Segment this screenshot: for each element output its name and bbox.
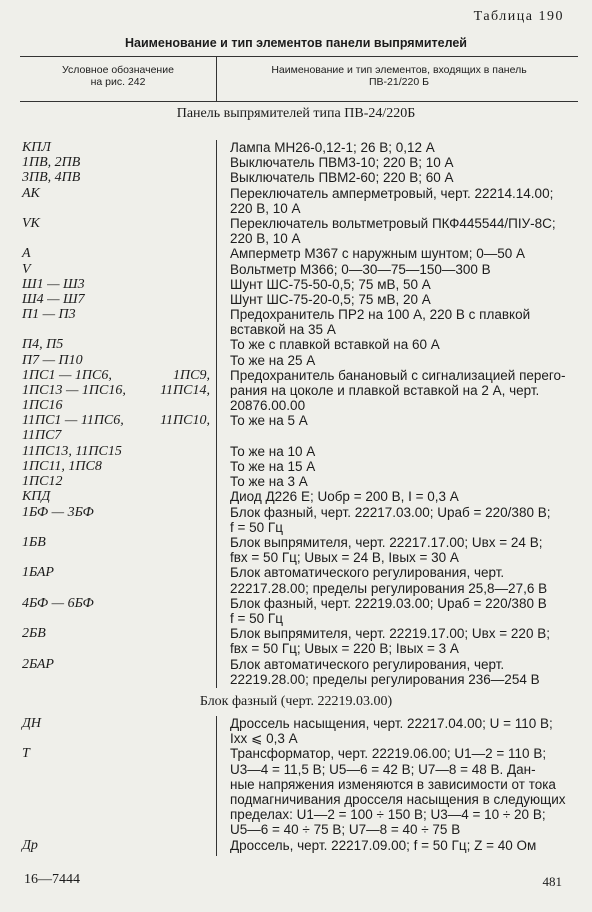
element-description bbox=[230, 262, 564, 277]
description-line: Дроссель, черт. 22217.09.00; f = 50 Гц; Z = 40 Ом bbox=[230, 837, 537, 853]
description-line: Выключатель ПВМ3-10; 220 В; 10 А bbox=[230, 155, 454, 171]
element-description bbox=[230, 838, 564, 853]
column-header-name-line: ПВ-21/220 Б bbox=[369, 76, 429, 88]
designation-line: 4БФ — 6БФ bbox=[22, 595, 94, 611]
print-signature: 16—7444 bbox=[24, 872, 80, 887]
description-line: 20876.00.00 bbox=[230, 398, 306, 414]
designation-line: АК bbox=[22, 185, 40, 201]
element-description bbox=[230, 505, 564, 535]
table-row bbox=[0, 140, 592, 155]
element-description bbox=[230, 444, 564, 459]
table-header-rule bbox=[20, 101, 578, 102]
column-divider-head bbox=[216, 56, 217, 101]
description-line: Вольтметр М366; 0—30—75—150—300 В bbox=[230, 261, 491, 277]
description-line: Выключатель ПВМ2-60; 220 В; 60 А bbox=[230, 170, 454, 186]
description-line: 22219.28.00; пределы регулирования 236—254 В bbox=[230, 671, 540, 687]
column-header-name-line: Наименование и тип элементов, входящих в панель bbox=[271, 64, 527, 76]
table-row bbox=[0, 505, 592, 535]
description-line: пределах: U1—2 = 100 ÷ 150 В; U3—4 = 10 ÷ 20 В; bbox=[230, 807, 546, 823]
table-row bbox=[0, 186, 592, 216]
column-header-designation-line: Условное обозначение bbox=[62, 64, 174, 76]
designation-line: VK bbox=[22, 215, 40, 231]
description-line: Дроссель насыщения, черт. 22217.04.00; U = 110 В; bbox=[230, 716, 553, 731]
element-description bbox=[230, 368, 564, 414]
element-description bbox=[230, 489, 564, 504]
description-line: Предохранитель ПР2 на 100 А, 220 В с плавкой bbox=[230, 307, 531, 323]
element-description bbox=[230, 565, 564, 595]
table-row bbox=[0, 337, 592, 352]
element-designation bbox=[22, 216, 214, 231]
element-description bbox=[230, 626, 564, 656]
element-designation bbox=[22, 186, 214, 201]
element-list bbox=[0, 140, 592, 687]
table-row bbox=[0, 170, 592, 185]
description-line: f = 50 Гц bbox=[230, 519, 283, 535]
designation-line: 2БВ bbox=[22, 626, 46, 642]
element-description bbox=[230, 353, 564, 368]
description-line: Блок фазный, черт. 22217.03.00; Uраб = 220/380 В; bbox=[230, 504, 551, 520]
designation-line: 1ПС1 — 1ПС6, bbox=[22, 367, 112, 383]
element-description bbox=[230, 746, 564, 837]
element-designation bbox=[22, 413, 214, 443]
element-designation bbox=[22, 368, 214, 413]
designation-line: 11ПС10, bbox=[160, 413, 210, 429]
element-designation bbox=[22, 626, 214, 641]
designation-line: Др bbox=[22, 837, 38, 853]
table-row bbox=[0, 474, 592, 489]
description-line: Предохранитель банановый с сигнализацией перего- bbox=[230, 367, 566, 383]
designation-line: 1ПС11, 1ПС8 bbox=[22, 459, 102, 475]
designation-line: 11ПС14, bbox=[160, 382, 210, 398]
description-line: f = 50 Гц bbox=[230, 610, 283, 626]
description-line: Амперметр М367 с наружным шунтом; 0—50 А bbox=[230, 246, 525, 262]
designation-line: КПД bbox=[22, 489, 51, 505]
table-row bbox=[0, 353, 592, 368]
description-line: вставкой на 35 А bbox=[230, 322, 336, 338]
section-title: Панель выпрямителей типа ПВ-24/220Б bbox=[176, 106, 416, 121]
description-line: ные напряжения изменяются в зависимости от тока bbox=[230, 776, 556, 792]
description-line: U3—4 = 11,5 В; U5—6 = 42 В; U7—8 = 48 В. Дан- bbox=[230, 761, 536, 777]
table-top-rule bbox=[20, 56, 578, 57]
table-row bbox=[0, 746, 592, 837]
designation-line: 1ПС13 — 1ПС16, bbox=[22, 382, 126, 398]
table-row bbox=[0, 307, 592, 337]
element-designation bbox=[22, 155, 214, 170]
table-row bbox=[0, 489, 592, 504]
description-line: Шунт ШС-75-50-0,5; 75 мВ, 50 А bbox=[230, 276, 431, 292]
element-designation bbox=[22, 140, 214, 155]
designation-line: П1 — П3 bbox=[22, 307, 76, 323]
designation-line: 1БФ — 3БФ bbox=[22, 504, 94, 520]
element-description bbox=[230, 657, 564, 687]
element-designation bbox=[22, 535, 214, 550]
designation-line: А bbox=[22, 246, 31, 262]
designation-line: Ш1 — Ш3 bbox=[22, 276, 85, 292]
section-title: Блок фазный (черт. 22219.03.00) bbox=[199, 694, 393, 709]
designation-line: 3ПВ, 4ПВ bbox=[22, 170, 81, 186]
table-row bbox=[0, 246, 592, 261]
designation-line: 1БАР bbox=[22, 565, 54, 581]
element-description bbox=[230, 459, 564, 474]
designation-line: 1ПВ, 2ПВ bbox=[22, 155, 81, 171]
description-line: 220 В, 10 А bbox=[230, 200, 301, 216]
description-line: Блок фазный, черт. 22219.03.00; Uраб = 220/380 В bbox=[230, 595, 547, 611]
table-title: Наименование и тип элементов панели выпрямителей bbox=[124, 36, 467, 50]
designation-line: П4, П5 bbox=[22, 337, 64, 353]
column-header-designation bbox=[20, 64, 216, 88]
element-description bbox=[230, 337, 564, 352]
element-designation bbox=[22, 444, 214, 459]
designation-line: 1ПС9, bbox=[173, 367, 210, 383]
designation-line: 1БВ bbox=[22, 534, 46, 550]
element-description bbox=[230, 140, 564, 155]
element-description bbox=[230, 170, 564, 185]
element-designation bbox=[22, 170, 214, 185]
element-designation bbox=[22, 657, 214, 672]
table-row bbox=[0, 459, 592, 474]
element-designation bbox=[22, 292, 214, 307]
description-line: Блок автоматического регулирования, черт. bbox=[230, 565, 505, 581]
designation-line: 1ПС12 bbox=[22, 474, 63, 490]
table-row bbox=[0, 596, 592, 626]
designation-line: 1ПС16 bbox=[22, 397, 63, 413]
description-line: То же на 3 А bbox=[230, 474, 308, 490]
page-number: 481 bbox=[542, 874, 562, 889]
table-row bbox=[0, 626, 592, 656]
designation-line: КПЛ bbox=[22, 140, 51, 155]
element-description bbox=[230, 716, 564, 746]
element-designation bbox=[22, 246, 214, 261]
designation-line: 11ПС7 bbox=[22, 428, 62, 444]
table-number: Таблица 190 bbox=[473, 9, 564, 24]
description-line: Блок автоматического регулирования, черт. bbox=[230, 656, 505, 672]
table-row bbox=[0, 277, 592, 292]
table-row bbox=[0, 292, 592, 307]
element-description bbox=[230, 474, 564, 489]
table-row bbox=[0, 413, 592, 443]
table-row bbox=[0, 444, 592, 459]
column-header-designation-line: на рис. 242 bbox=[90, 76, 146, 88]
description-line: рания на цоколе и плавкой вставкой на 2 А, черт. bbox=[230, 383, 540, 399]
element-description bbox=[230, 155, 564, 170]
element-designation bbox=[22, 459, 214, 474]
table-row bbox=[0, 716, 592, 746]
designation-line: Т bbox=[22, 746, 30, 762]
description-line: Переключатель вольтметровый ПКФ445544/ПIУ-8С; bbox=[230, 215, 556, 231]
table-row bbox=[0, 262, 592, 277]
description-line: Шунт ШС-75-20-0,5; 75 мВ, 20 А bbox=[230, 291, 431, 307]
description-line: fвх = 50 Гц; Uвых = 220 В; Iвых = 3 А bbox=[230, 641, 459, 657]
description-line: То же на 25 А bbox=[230, 352, 316, 368]
table-row bbox=[0, 657, 592, 687]
description-line: Лампа МН26-0,12-1; 26 В; 0,12 А bbox=[230, 140, 435, 155]
description-line: U5—6 = 40 ÷ 75 В; U7—8 = 40 ÷ 75 В bbox=[230, 822, 461, 838]
element-description bbox=[230, 186, 564, 216]
table-row bbox=[0, 216, 592, 246]
description-line: Iхх ⩽ 0,3 А bbox=[230, 731, 298, 747]
designation-line: Ш4 — Ш7 bbox=[22, 291, 85, 307]
description-line: 22217.28.00; пределы регулирования 25,8—27,6 В bbox=[230, 580, 548, 596]
designation-line: 2БАР bbox=[22, 656, 54, 672]
element-designation bbox=[22, 596, 214, 611]
element-description bbox=[230, 596, 564, 626]
designation-line: V bbox=[22, 261, 31, 277]
element-designation bbox=[22, 489, 214, 504]
element-designation bbox=[22, 307, 214, 322]
element-designation bbox=[22, 505, 214, 520]
element-designation bbox=[22, 353, 214, 368]
column-header-name bbox=[220, 64, 578, 88]
element-designation bbox=[22, 337, 214, 352]
element-description bbox=[230, 277, 564, 292]
table-row bbox=[0, 368, 592, 414]
element-designation bbox=[22, 474, 214, 489]
designation-line: П7 — П10 bbox=[22, 352, 83, 368]
element-description bbox=[230, 292, 564, 307]
table-row bbox=[0, 155, 592, 170]
element-description bbox=[230, 307, 564, 337]
description-line: 220 В, 10 А bbox=[230, 231, 301, 247]
element-description bbox=[230, 413, 564, 428]
element-description bbox=[230, 216, 564, 246]
designation-line: 11ПС13, 11ПС15 bbox=[22, 443, 122, 459]
element-designation bbox=[22, 565, 214, 580]
element-description bbox=[230, 535, 564, 565]
description-line: То же на 15 А bbox=[230, 459, 316, 475]
table-row bbox=[0, 838, 592, 853]
description-line: fвх = 50 Гц; Uвых = 24 В, Iвых = 30 А bbox=[230, 550, 459, 566]
description-line: То же на 10 А bbox=[230, 443, 316, 459]
description-line: Блок выпрямителя, черт. 22219.17.00; Uвх = 220 В; bbox=[230, 626, 550, 642]
description-line: То же с плавкой вставкой на 60 А bbox=[230, 337, 440, 353]
element-description bbox=[230, 246, 564, 261]
description-line: То же на 5 А bbox=[230, 413, 308, 429]
designation-line: 11ПС1 — 11ПС6, bbox=[22, 413, 124, 429]
description-line: подмагничивания дросселя насыщения в следующих bbox=[230, 792, 566, 807]
designation-line: ДН bbox=[22, 716, 42, 731]
element-designation bbox=[22, 716, 214, 731]
description-line: Диод Д226 Е; Uобр = 200 В, I = 0,3 А bbox=[230, 489, 459, 505]
element-designation bbox=[22, 277, 214, 292]
element-designation bbox=[22, 838, 214, 853]
element-designation bbox=[22, 262, 214, 277]
table-row bbox=[0, 565, 592, 595]
element-list bbox=[0, 716, 592, 853]
description-line: Блок выпрямителя, черт. 22217.17.00; Uвх = 24 В; bbox=[230, 534, 543, 550]
table-row bbox=[0, 535, 592, 565]
element-designation bbox=[22, 746, 214, 761]
description-line: Переключатель амперметровый, черт. 22214.14.00; bbox=[230, 185, 554, 201]
description-line: Трансформатор, черт. 22219.06.00; U1—2 = 110 В; bbox=[230, 746, 547, 762]
